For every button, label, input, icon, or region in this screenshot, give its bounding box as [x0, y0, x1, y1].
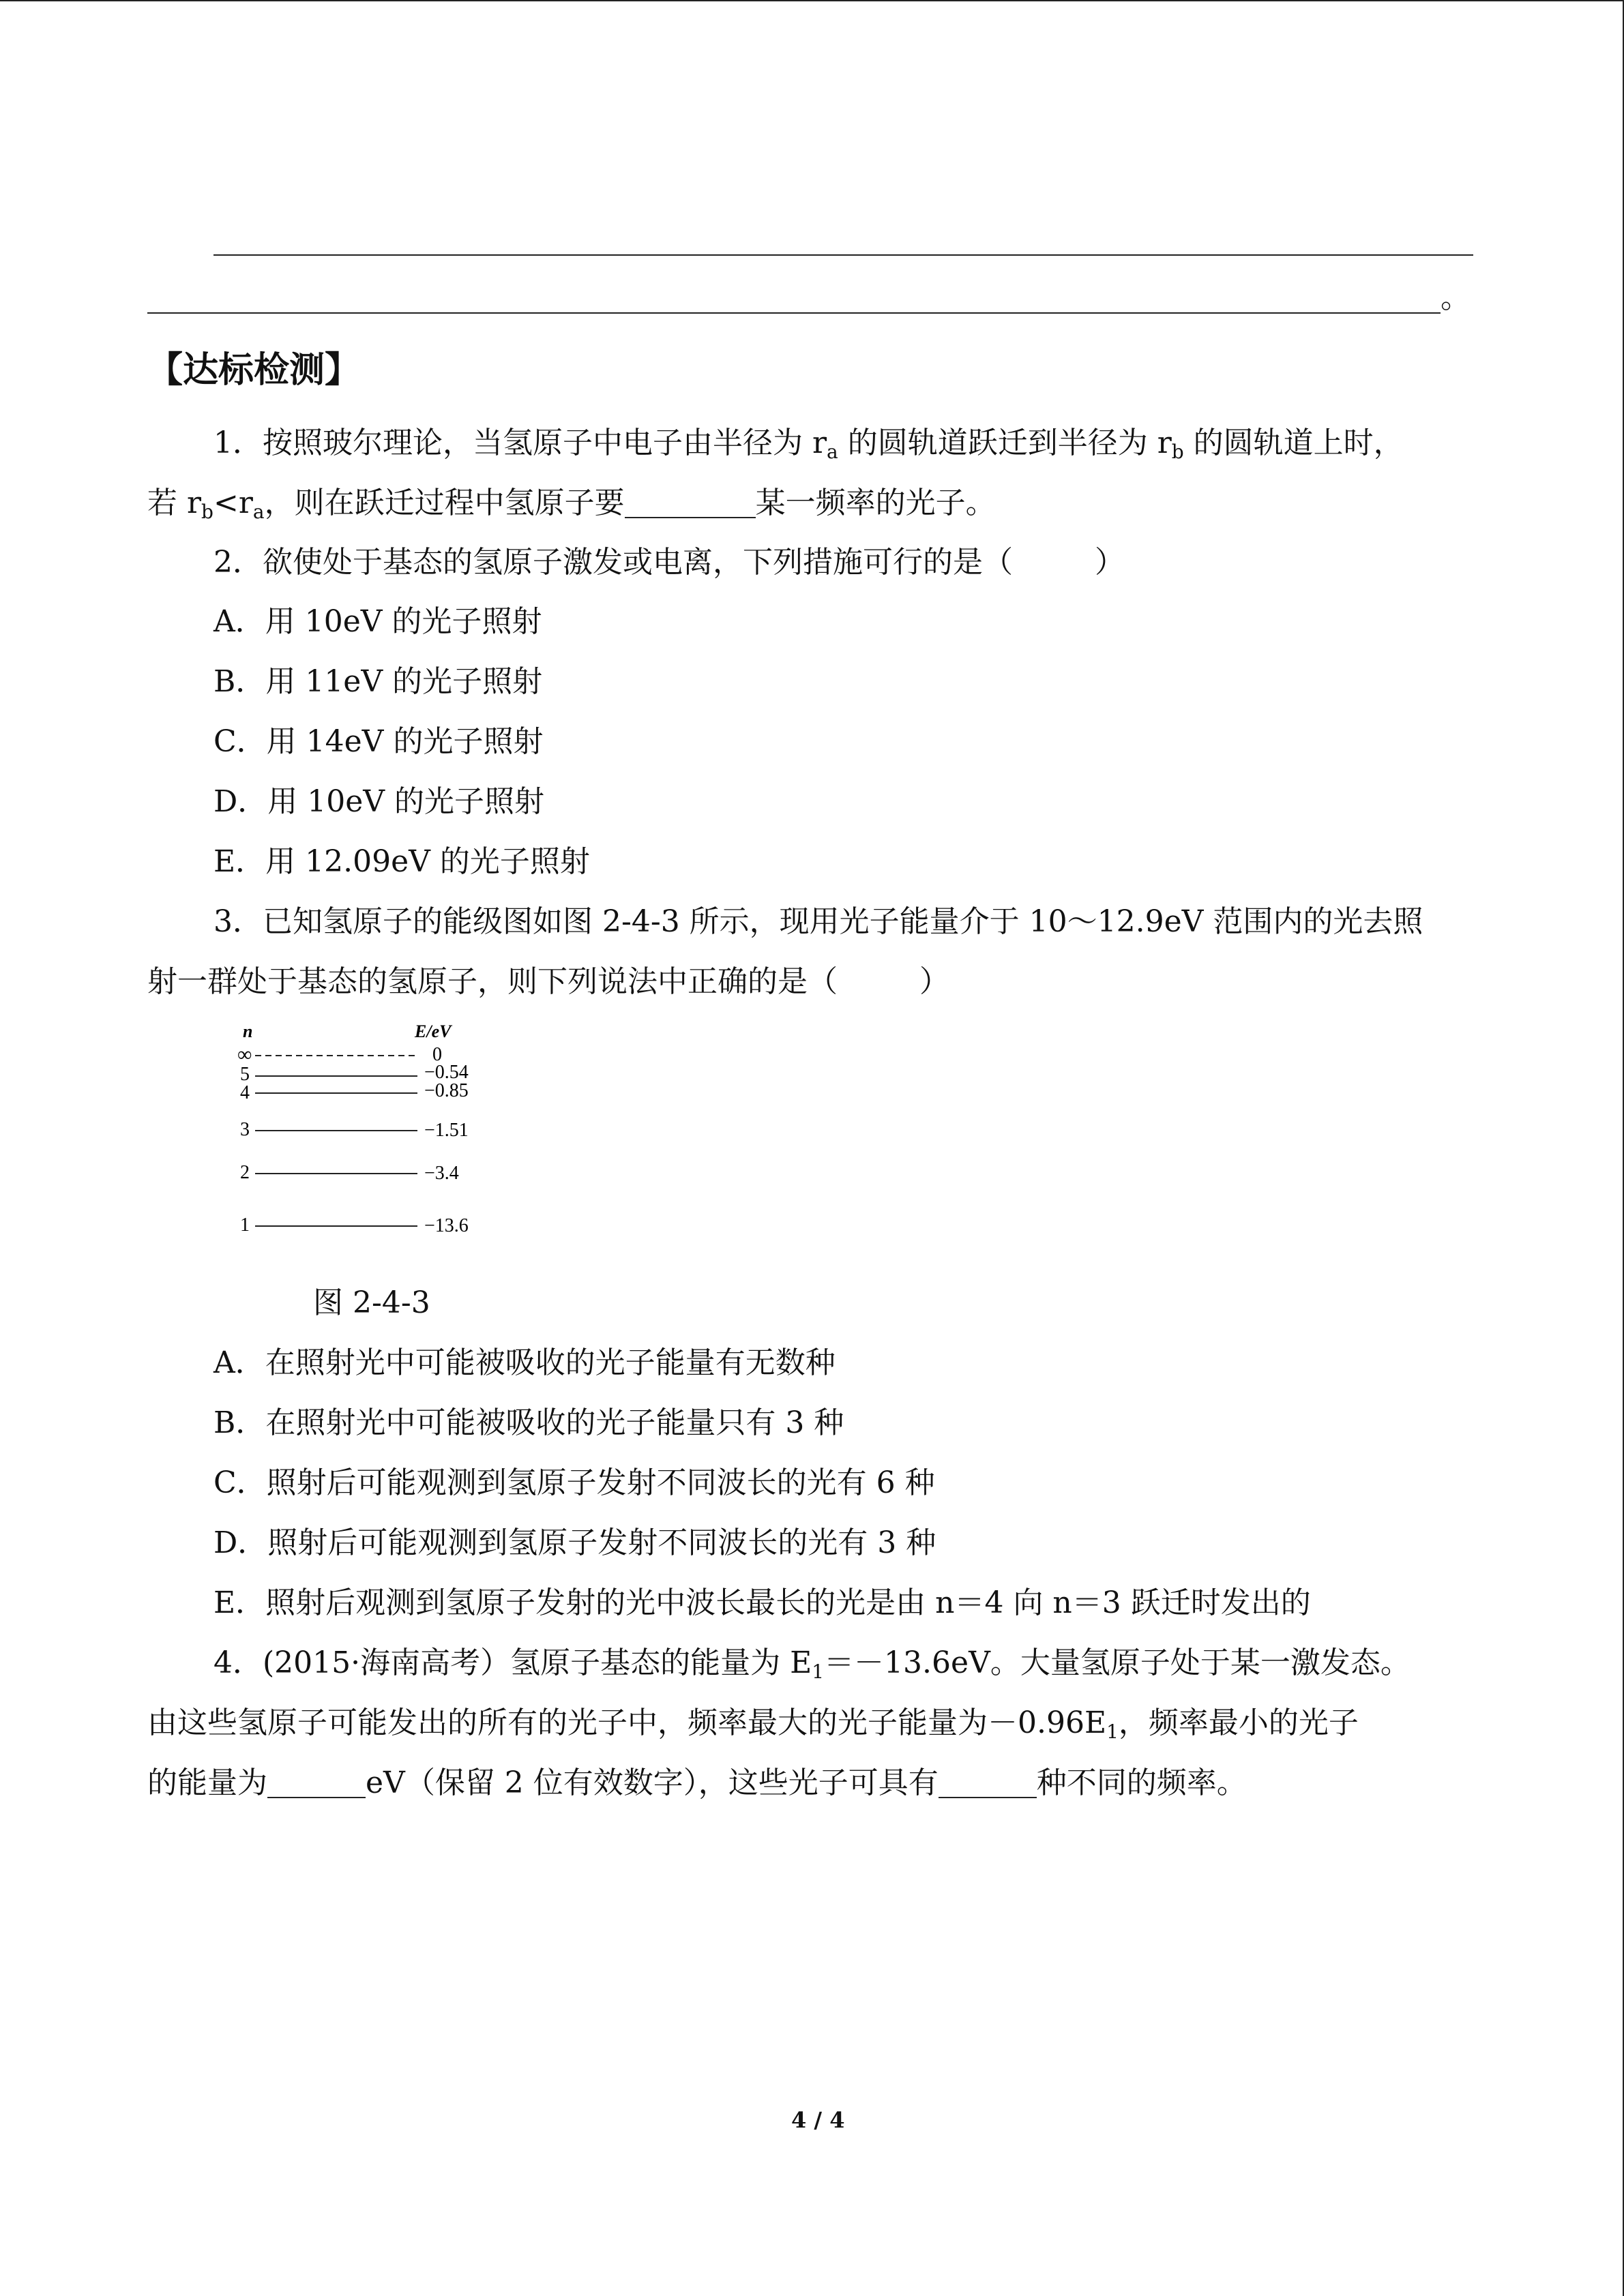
level-energy-label: −13.6: [424, 1215, 469, 1236]
diagram-n-label: n: [243, 1022, 253, 1041]
answer-line-2: [147, 312, 1441, 314]
diagram-e-label: E/eV: [415, 1022, 452, 1041]
level-n-label: 2: [240, 1162, 250, 1183]
level-n-label: ∞: [237, 1043, 252, 1066]
level-n-label: 1: [240, 1214, 250, 1236]
energy-level-diagram: [232, 1019, 505, 1251]
q4-line-3: 的能量为 eV（保留 2 位有效数字），这些光子可具有 种不同的频率。: [147, 1765, 1247, 1800]
level-energy-label: −0.85: [424, 1080, 469, 1101]
q3-line-1: 3．已知氢原子的能级图如图 2-4-3 所示，现用光子能量介于 10～12.9eV 范围内的光去照: [213, 904, 1423, 939]
q1-answer-blank[interactable]: [625, 490, 756, 518]
level-n-label: 5: [240, 1064, 250, 1085]
q3-option: C．照射后可能观测到氢原子发射不同波长的光有 6 种: [213, 1465, 935, 1500]
level-energy-label: −3.4: [424, 1163, 459, 1184]
section-title: 【达标检测】: [147, 349, 361, 391]
q2-stem: 2．欲使处于基态的氢原子激发或电离，下列措施可行的是（ ）: [213, 545, 1125, 580]
q3-option: D．照射后可能观测到氢原子发射不同波长的光有 3 种: [213, 1525, 936, 1560]
q3-option: E．照射后观测到氢原子发射的光中波长最长的光是由 n＝4 向 n＝3 跃迁时发出的: [213, 1585, 1311, 1620]
answer-line-period: 。: [1441, 280, 1471, 315]
q2-option: B．用 11eV 的光子照射: [213, 664, 543, 699]
q1-line-2: 若 $r_b<r_a$，则在跃迁过程中氢原子要 某一频率的光子。: [147, 486, 996, 523]
q2-option: A．用 10eV 的光子照射: [213, 604, 542, 639]
level-energy-label: −1.51: [424, 1120, 469, 1141]
q2-option: D．用 10eV 的光子照射: [213, 784, 545, 819]
q3-option: B．在照射光中可能被吸收的光子能量只有 3 种: [213, 1405, 844, 1440]
q2-option: C．用 14eV 的光子照射: [213, 724, 544, 759]
answer-line-1: [213, 254, 1473, 256]
q4-line-2: 由这些氢原子可能发出的所有的光子中，频率最大的光子能量为$-0.96E_1$，频率最小的光子: [147, 1705, 1359, 1743]
q3-line-2: 射一群处于基态的氢原子，则下列说法中正确的是（ ）: [147, 964, 949, 999]
q4-answer-blank-energy[interactable]: [267, 1770, 366, 1798]
figure-caption: 图 2-4-3: [313, 1285, 430, 1320]
page-number: 4 / 4: [791, 2107, 845, 2133]
level-n-label: 4: [240, 1082, 250, 1103]
level-n-label: 3: [240, 1119, 250, 1140]
q2-option: E．用 12.09eV 的光子照射: [213, 844, 590, 879]
level-energy-label: 0: [432, 1044, 442, 1065]
q1-line-1: 1．按照玻尔理论，当氢原子中电子由半径为 $r_a$ 的圆轨道跃迁到半径为 $r_b$ 的圆轨道上时，: [213, 426, 1404, 463]
q4-line-1: 4．(2015·海南高考）氢原子基态的能量为 $E_1=-13.6eV$。大量氢原子处于某一激发态。: [213, 1645, 1411, 1683]
q3-option: A．在照射光中可能被吸收的光子能量有无数种: [213, 1345, 836, 1380]
q4-answer-blank-count[interactable]: [939, 1770, 1037, 1798]
level-energy-label: −0.54: [424, 1062, 469, 1083]
